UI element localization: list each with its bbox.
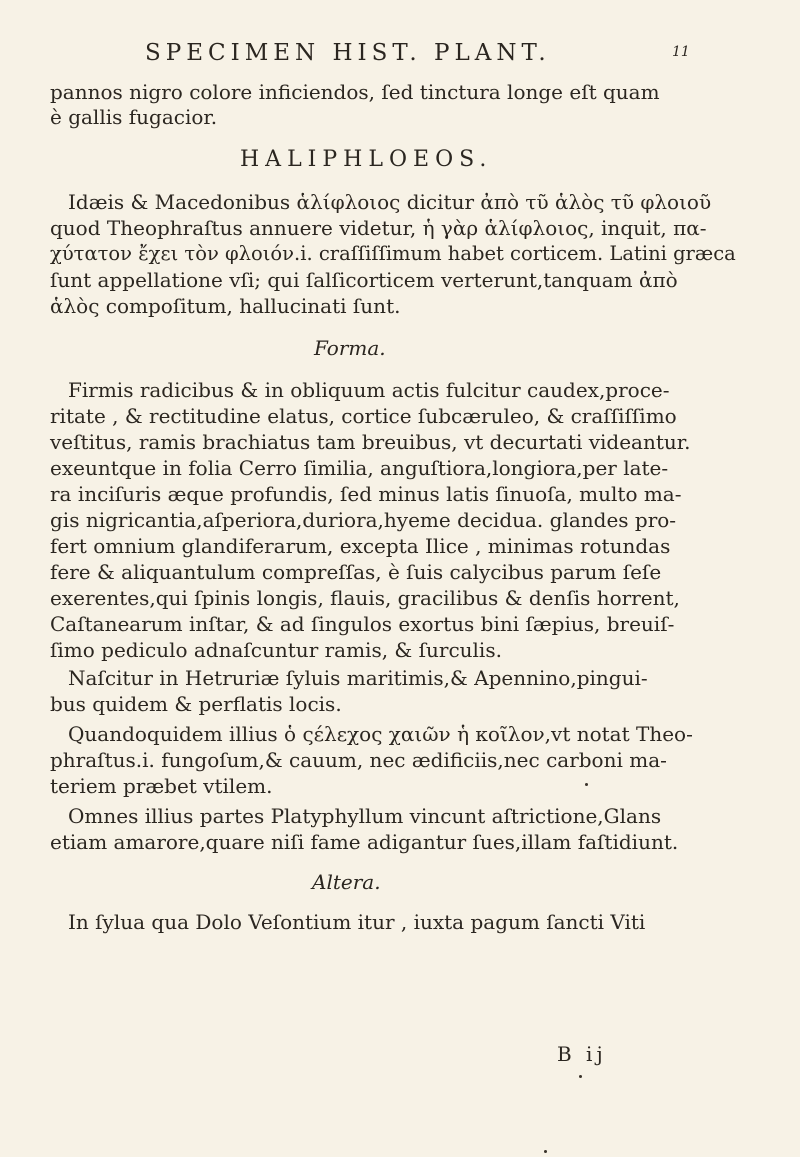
altera-line-1: In ſylua qua Dolo Veſontium itur , iuxta pagum ſancti Viti [68, 910, 646, 934]
habitat-line-2: bus quidem & perflatis locis. [50, 692, 342, 716]
section-title: HALIPHLOEOS. [240, 147, 493, 172]
forma-line-9: exerentes,qui ſpinis longis, flauis, gracilibus & denſis horrent, [50, 586, 680, 610]
running-title: SPECIMEN HIST. PLANT. [145, 40, 551, 66]
altera-heading: Altera. [312, 870, 381, 894]
book-page [50, 30, 750, 1140]
habitat-line-1: Naſcitur in Hetruriæ ſyluis maritimis,& Apennino,pingui- [68, 666, 648, 690]
forma-line-8: fere & aliquantulum compreſſas, è ſuis calycibus parum ſeſe [50, 560, 662, 584]
ink-speck [544, 1150, 547, 1153]
forma-line-6: gis nigricantia,aſperiora,duriora,hyeme decidua. glandes pro- [50, 508, 677, 532]
forma-line-5: ra inciſuris æque profundis, ſed minus latis ſinuoſa, multo ma- [50, 482, 682, 506]
signature-mark: B ij [557, 1042, 607, 1066]
comparison-line-2: etiam amarore,quare niſi fame adigantur ſues,illam faſtidiunt. [50, 830, 679, 854]
forma-line-1: Firmis radicibus & in obliquum actis fulcitur caudex,proce- [68, 378, 670, 402]
forma-heading: Forma. [314, 336, 386, 360]
etymology-line-2: quod Theophraſtus annuere videtur, ἡ γὰρ ἁλίφλοιος, inquit, πα- [50, 216, 707, 240]
ink-speck [579, 1075, 582, 1078]
page-number: 11 [672, 44, 690, 60]
forma-line-10: Caſtanearum inſtar, & ad ſingulos exortus bini ſæpius, breuiſ- [50, 612, 675, 636]
forma-line-11: ſimo pediculo adnaſcuntur ramis, & ſurculis. [50, 638, 502, 662]
etymology-line-3: χύτατον ἔχει τὸν φλοιόν.i. craſſiſſimum habet corticem. Latini græca [50, 242, 736, 265]
forma-line-4: exeuntque in folia Cerro ſimilia, anguſtiora,longiora,per late- [50, 456, 669, 480]
ink-speck [585, 783, 588, 786]
forma-line-2: ritate , & rectitudine elatus, cortice ſubcæruleo, & craſſiſſimo [50, 404, 677, 428]
usus-line-2: phraſtus.i. fungoſum,& cauum, nec ædificiis,nec carboni ma- [50, 748, 667, 772]
intro-line-2: è gallis fugacior. [50, 105, 218, 129]
etymology-line-5: ἁλὸς compoſitum, hallucinati ſunt. [50, 294, 401, 318]
etymology-line-4: ſunt appellatione vſi; qui ſalſicorticem verterunt,tanquam ἀπὸ [50, 268, 678, 292]
etymology-line-1: Idæis & Macedonibus ἁλίφλοιος dicitur ἀπὸ τῦ ἁλὸς τῦ φλοιοῦ [68, 190, 712, 214]
forma-line-7: fert omnium glandiferarum, excepta Ilice , minimas rotundas [50, 534, 671, 558]
usus-line-1: Quandoquidem illius ὁ ςέλεχος χαιῶν ἡ κοῖλον,vt notat Theo- [68, 722, 693, 746]
comparison-line-1: Omnes illius partes Platyphyllum vincunt aſtrictione,Glans [68, 804, 662, 828]
forma-line-3: veſtitus, ramis brachiatus tam breuibus, vt decurtati videantur. [50, 430, 691, 454]
usus-line-3: teriem præbet vtilem. [50, 774, 273, 798]
intro-line-1: pannos nigro colore inficiendos, ſed tinctura longe eſt quam [50, 80, 660, 104]
